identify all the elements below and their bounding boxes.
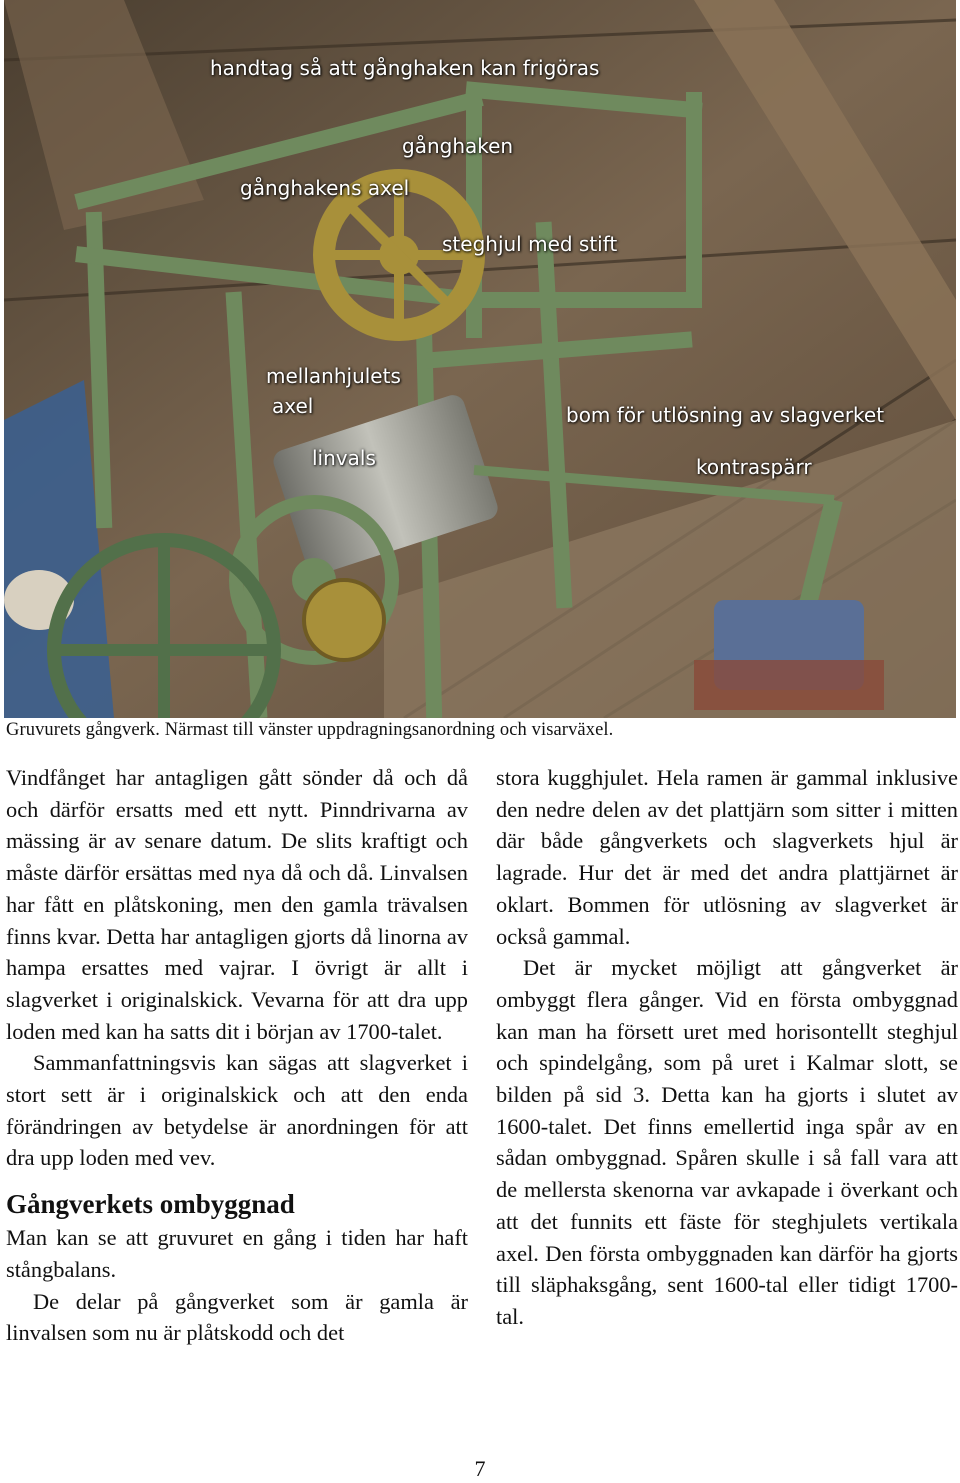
label-ganghaken: gånghaken [402,134,514,158]
label-mellanhjulets: mellanhjulets [266,364,401,388]
clockwork-photo [4,0,956,718]
label-steghjul: steghjul med stift [442,232,618,256]
label-axel: axel [272,394,314,418]
paragraph: Det är mycket möjligt att gångverket är ombyggt flera gånger. Vid en första ombyggnad kan man ha försett uret med horisontellt steghjul och spindelgång, som på uret i Kalmar slott, se bilden på sid 3. Detta kan ha gjorts i slutet av 1600-talet. Det finns emellertid inga spår av en sådan ombyggnad. Spåren skulle i så fall vara att de mellersta skenorna var avkapade i överkant och att det funnits ett fäste för steghjulets vertikala axel. Den första ombyggnaden kan därför ha gjorts till släphaksgång, sent 1600-tal eller tidigt 1700-tal. [496,955,958,1329]
left-column [6,762,468,1349]
page-number: 7 [474,1456,486,1481]
paragraph: Sammanfattningsvis kan sägas att slagverket i stort sett är i originalskick och att den enda förändringen av betydelse är anordningen för att dra upp loden med vev. [6,1050,468,1171]
label-ganghakens-axel: gånghakens axel [240,176,410,200]
label-kontrasparr: kontraspärr [696,455,812,479]
paragraph: De delar på gångverket som är gamla är linvalsen som nu är plåtskodd och det [6,1288,468,1346]
section-heading: Gångverkets ombyggnad [6,1189,295,1220]
paragraph: Vindfånget har antagligen gått sönder då och då och därför ersatts med ett nytt. Pinndrivarna av mässing är av senare datum. De slits kraftigt och måste därför ersättas med nya då och då. Linvalsen har fått en plåtskoning, men den gamla trävalsen finns kvar. Detta har antagligen gjorts då linorna av hampa ersattes med vajrar. I övrigt är allt i slagverket i originalskick. Vevarna för att dra upp loden med kan ha satts dit i början av 1700-talet. [6,765,468,1044]
paragraph: Man kan se att gruvuret en gång i tiden har haft stångbalans. [6,1225,468,1282]
label-bom: bom för utlösning av slagverket [566,403,885,427]
photo-caption: Gruvurets gångverk. Närmast till vänster uppdragningsanordning och visarväxel. [6,720,614,740]
label-handtag: handtag så att gånghaken kan frigöras [210,56,600,80]
label-linvals: linvals [312,446,376,470]
clockwork-illustration [4,0,956,718]
paragraph: stora kugghjulet. Hela ramen är gammal inklusive den nedre delen av det plattjärn som sitter i mitten där både gångverkets och slagverkets hjul är lagrade. Hur det är med det andra plattjärnet är oklart. Bommen för utlösning av slagverket är också gammal. [496,765,958,949]
right-column [496,762,958,1333]
